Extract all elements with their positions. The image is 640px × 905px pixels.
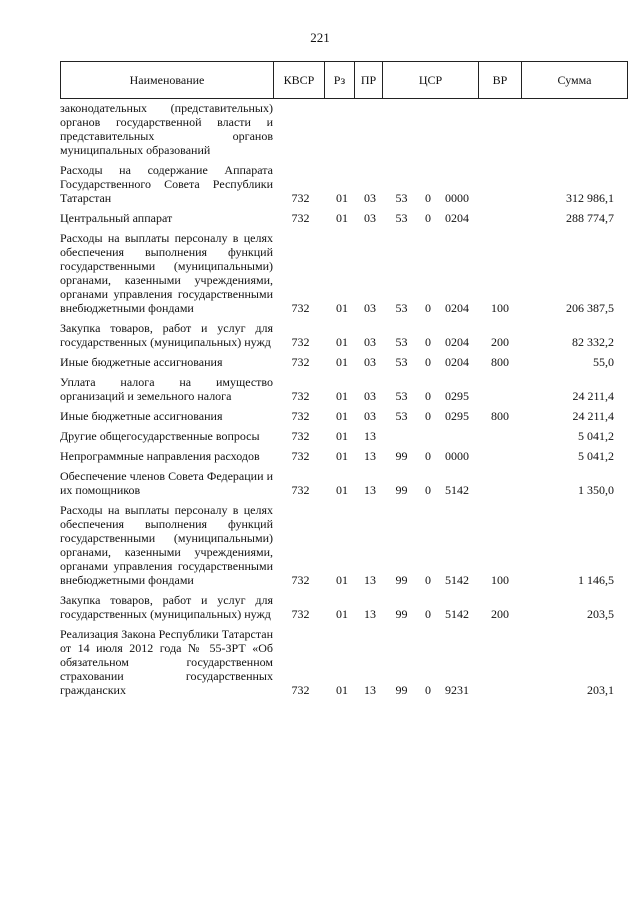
cell-csr2: 0 xyxy=(425,191,431,205)
cell-rz: 01 xyxy=(336,301,348,315)
cell-sum: 1 350,0 xyxy=(578,483,614,497)
cell-sum: 24 211,4 xyxy=(572,389,614,403)
table-row xyxy=(60,355,628,369)
cell-pr: 13 xyxy=(364,573,376,587)
cell-kvsr: 732 xyxy=(291,483,310,497)
cell-name: Иные бюджетные ассигнования xyxy=(60,409,223,423)
cell-pr: 03 xyxy=(364,335,376,349)
cell-csr2: 0 xyxy=(425,483,431,497)
cell-kvsr: 732 xyxy=(291,389,310,403)
cell-csr3: 0204 xyxy=(445,355,469,369)
header-sum: Сумма xyxy=(557,72,592,87)
cell-name: Непрограммные направления расходов xyxy=(60,449,260,463)
cell-rz: 01 xyxy=(336,449,348,463)
cell-kvsr: 732 xyxy=(291,607,310,621)
table-row xyxy=(60,503,628,587)
cell-sum: 288 774,7 xyxy=(566,211,614,225)
table-row xyxy=(60,231,628,315)
cell-pr: 03 xyxy=(364,389,376,403)
cell-name: Центральный аппарат xyxy=(60,211,173,225)
cell-csr2: 0 xyxy=(425,301,431,315)
cell-csr3: 0295 xyxy=(445,389,469,403)
table-row xyxy=(60,409,628,423)
cell-kvsr: 732 xyxy=(291,301,310,315)
cell-name: Закупка товаров, работ и услуг для государственных (муниципальных) нужд xyxy=(60,593,273,621)
cell-sum: 203,5 xyxy=(587,607,614,621)
cell-rz: 01 xyxy=(336,211,348,225)
cell-rz: 01 xyxy=(336,573,348,587)
header-csr: ЦСР xyxy=(383,62,479,98)
cell-rz: 01 xyxy=(336,429,348,443)
table-row xyxy=(60,211,628,225)
cell-kvsr: 732 xyxy=(291,573,310,587)
cell-name: Расходы на выплаты персоналу в целях обеспечения выполнения функций государственными (муниципальными) органами, казенными учреждениями, органами управления государственными внебюджетными фондами xyxy=(60,231,273,315)
table-row xyxy=(60,429,628,443)
cell-csr2: 0 xyxy=(425,573,431,587)
cell-csr1: 53 xyxy=(395,355,408,369)
cell-csr1: 53 xyxy=(395,301,408,315)
cell-name: Другие общегосударственные вопросы xyxy=(60,429,260,443)
cell-csr1: 53 xyxy=(395,409,408,423)
cell-name: Закупка товаров, работ и услуг для государственных (муниципальных) нужд xyxy=(60,321,273,349)
cell-kvsr: 732 xyxy=(291,449,310,463)
cell-csr2: 0 xyxy=(425,355,431,369)
cell-rz: 01 xyxy=(336,683,348,697)
cell-sum: 5 041,2 xyxy=(578,429,614,443)
cell-rz: 01 xyxy=(336,355,348,369)
cell-csr3: 9231 xyxy=(445,683,469,697)
cell-csr1: 99 xyxy=(395,607,408,621)
cell-csr1: 99 xyxy=(395,573,408,587)
cell-rz: 01 xyxy=(336,335,348,349)
cell-sum: 82 332,2 xyxy=(572,335,614,349)
cell-pr: 13 xyxy=(364,683,376,697)
cell-name: Расходы на выплаты персоналу в целях обеспечения выполнения функций государственными (муниципальными) органами, казенными учреждениями, органами управления государственными внебюджетными фондами xyxy=(60,503,273,587)
cell-kvsr: 732 xyxy=(291,355,310,369)
cell-csr1: 53 xyxy=(395,335,408,349)
cell-csr1: 53 xyxy=(395,191,408,205)
cell-rz: 01 xyxy=(336,389,348,403)
cell-pr: 13 xyxy=(364,607,376,621)
cell-csr3: 5142 xyxy=(445,573,469,587)
cell-sum: 206 387,5 xyxy=(566,301,614,315)
cell-csr1: 53 xyxy=(395,211,408,225)
cell-csr3: 0295 xyxy=(445,409,469,423)
cell-vr: 200 xyxy=(491,607,509,621)
cell-rz: 01 xyxy=(336,607,348,621)
cell-sum: 1 146,5 xyxy=(578,573,614,587)
cell-vr: 200 xyxy=(491,335,509,349)
table-body xyxy=(60,101,628,703)
cell-pr: 03 xyxy=(364,211,376,225)
table-row xyxy=(60,321,628,349)
cell-sum: 5 041,2 xyxy=(578,449,614,463)
cell-kvsr: 732 xyxy=(291,429,310,443)
cell-kvsr: 732 xyxy=(291,409,310,423)
cell-name: Расходы на содержание Аппарата Государственного Совета Республики Татарстан xyxy=(60,163,273,205)
cell-csr3: 0204 xyxy=(445,211,469,225)
cell-pr: 03 xyxy=(364,191,376,205)
cell-pr: 03 xyxy=(364,355,376,369)
cell-pr: 03 xyxy=(364,409,376,423)
cell-csr2: 0 xyxy=(425,409,431,423)
cell-sum: 203,1 xyxy=(587,683,614,697)
header-pr: ПР xyxy=(355,62,383,98)
cell-pr: 13 xyxy=(364,449,376,463)
header-name: Наименование xyxy=(61,62,274,98)
cell-name: Обеспечение членов Совета Федерации и их помощников xyxy=(60,469,273,497)
cell-kvsr: 732 xyxy=(291,683,310,697)
cell-csr3: 0000 xyxy=(445,191,469,205)
cell-vr: 100 xyxy=(491,573,509,587)
cell-csr2: 0 xyxy=(425,683,431,697)
cell-kvsr: 732 xyxy=(291,335,310,349)
table-row xyxy=(60,627,628,697)
table-row xyxy=(60,593,628,621)
cell-name: Реализация Закона Республики Татарстан от 14 июля 2012 года № 55-ЗРТ «Об обязательном государственном страховании государственных гражданских xyxy=(60,627,273,697)
cell-csr3: 0204 xyxy=(445,335,469,349)
cell-csr3: 0204 xyxy=(445,301,469,315)
cell-csr2: 0 xyxy=(425,335,431,349)
table-row xyxy=(60,469,628,497)
table-row xyxy=(60,101,628,157)
cell-name: законодательных (представительных) органов государственной власти и представительных органов муниципальных образований xyxy=(60,101,273,157)
table-header xyxy=(60,61,628,99)
table-row xyxy=(60,449,628,463)
cell-csr2: 0 xyxy=(425,389,431,403)
cell-csr3: 0000 xyxy=(445,449,469,463)
cell-vr: 800 xyxy=(491,355,509,369)
header-kvsr: КВСР xyxy=(274,62,325,98)
cell-pr: 03 xyxy=(364,301,376,315)
cell-csr1: 99 xyxy=(395,683,408,697)
cell-vr: 100 xyxy=(491,301,509,315)
cell-kvsr: 732 xyxy=(291,211,310,225)
cell-csr3: 5142 xyxy=(445,607,469,621)
cell-csr3: 5142 xyxy=(445,483,469,497)
page-number: 221 xyxy=(310,30,330,45)
cell-csr2: 0 xyxy=(425,211,431,225)
cell-csr1: 99 xyxy=(395,483,408,497)
cell-name: Уплата налога на имущество организаций и земельного налога xyxy=(60,375,273,403)
cell-sum: 24 211,4 xyxy=(572,409,614,423)
header-vr: ВР xyxy=(479,62,522,98)
header-rz: Рз xyxy=(325,62,355,98)
cell-csr2: 0 xyxy=(425,607,431,621)
table-row xyxy=(60,375,628,403)
table-row xyxy=(60,163,628,205)
cell-name: Иные бюджетные ассигнования xyxy=(60,355,223,369)
cell-rz: 01 xyxy=(336,191,348,205)
cell-pr: 13 xyxy=(364,429,376,443)
cell-csr1: 99 xyxy=(395,449,408,463)
cell-csr1: 53 xyxy=(395,389,408,403)
cell-sum: 55,0 xyxy=(593,355,614,369)
cell-pr: 13 xyxy=(364,483,376,497)
cell-rz: 01 xyxy=(336,483,348,497)
cell-rz: 01 xyxy=(336,409,348,423)
cell-sum: 312 986,1 xyxy=(566,191,614,205)
cell-csr2: 0 xyxy=(425,449,431,463)
cell-kvsr: 732 xyxy=(291,191,310,205)
cell-vr: 800 xyxy=(491,409,509,423)
